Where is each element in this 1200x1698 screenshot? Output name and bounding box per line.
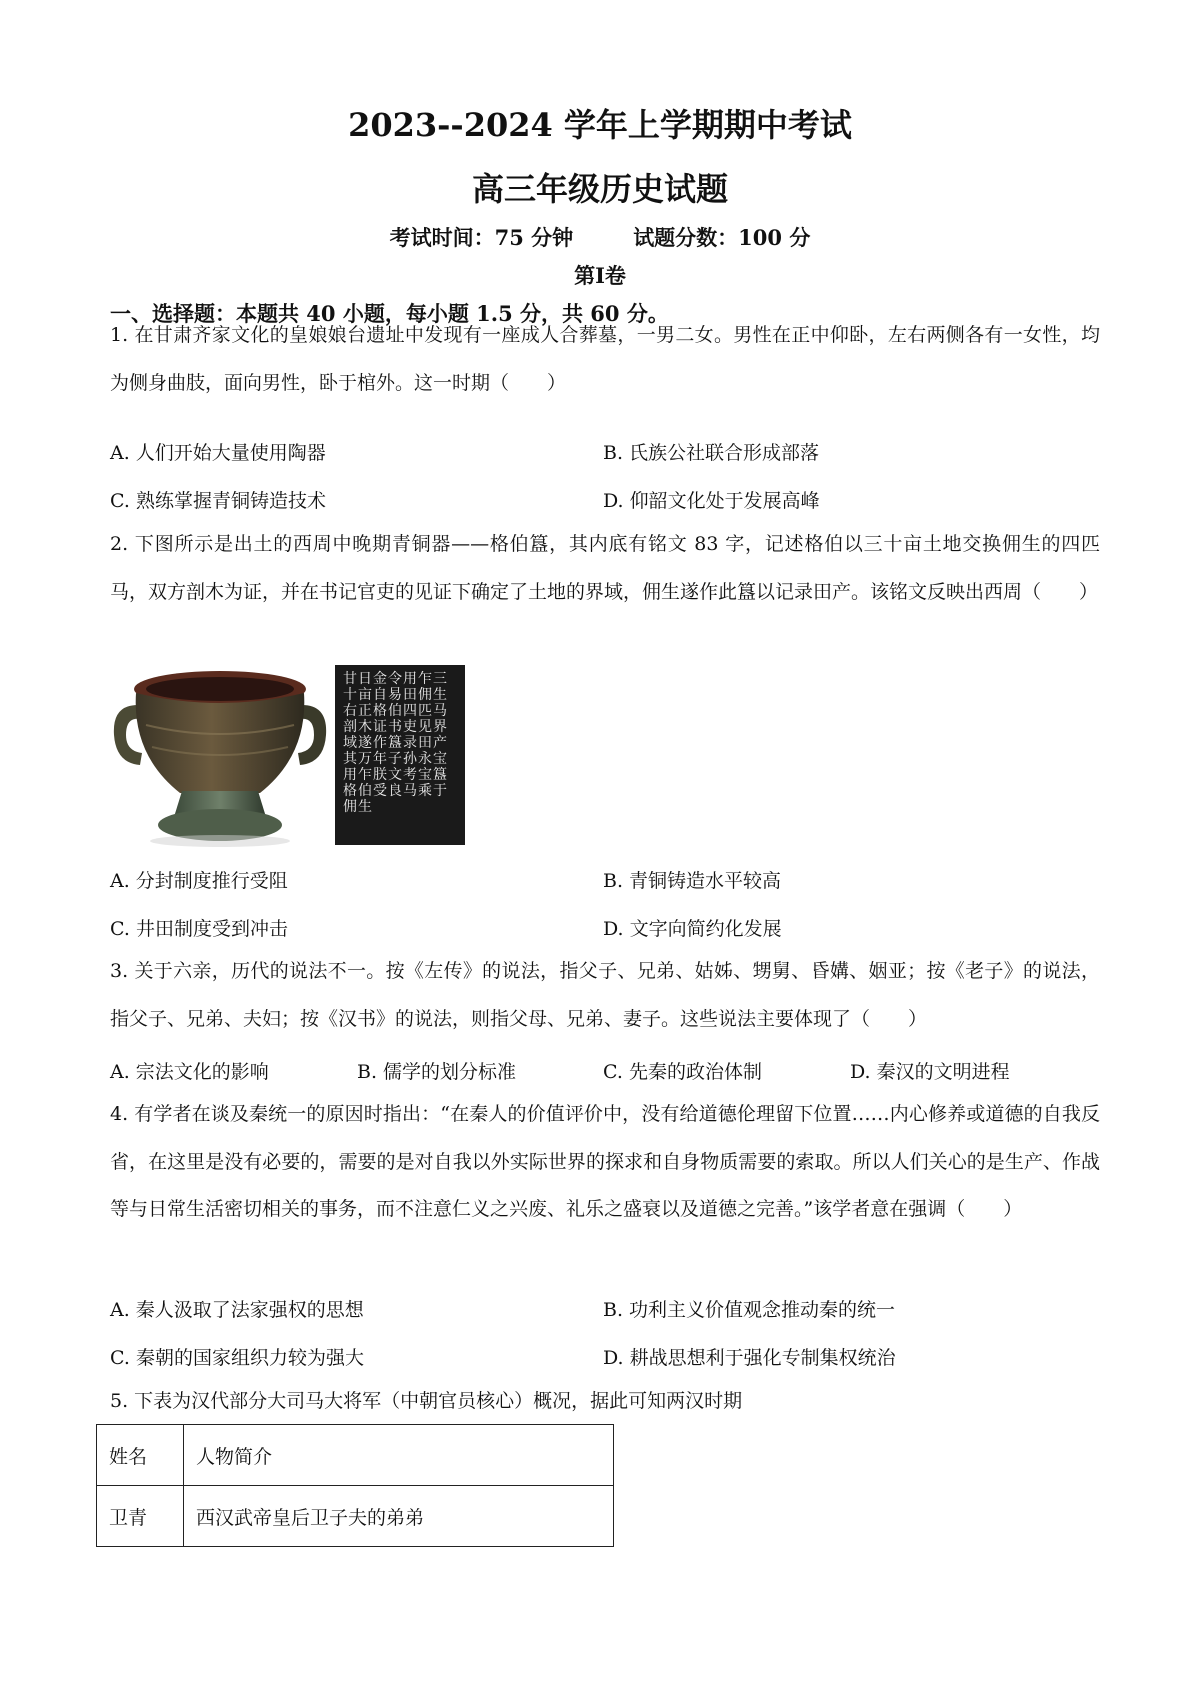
exam-meta: [0, 222, 1200, 252]
question-3-option-a: A. 宗法文化的影响: [110, 1061, 269, 1083]
question-2-option-d: D. 文字向简约化发展: [603, 918, 782, 940]
question-3-option-c: C. 先秦的政治体制: [603, 1061, 762, 1083]
question-4-option-c: C. 秦朝的国家组织力较为强大: [110, 1347, 364, 1369]
question-4-option-d: D. 耕战思想利于强化专制集权统治: [603, 1347, 896, 1369]
table-cell-name: 卫青: [97, 1486, 184, 1547]
exam-time: 考试时间：75 分钟: [389, 225, 574, 250]
question-3-stem: 3. 关于六亲，历代的说法不一。按《左传》的说法，指父子、兄弟、姑姊、甥舅、昏媾、姻亚；按《老子》的说法，指父子、兄弟、夫妇；按《汉书》的说法，则指父母、兄弟、妻子。这些说法主要体现了（ ）: [110, 960, 1100, 1030]
question-1-option-d: D. 仰韶文化处于发展高峰: [603, 490, 820, 512]
question-1-option-a: A. 人们开始大量使用陶器: [110, 442, 326, 464]
table-header-row: [97, 1425, 614, 1486]
table-header-profile: 人物简介: [184, 1425, 614, 1486]
exam-title: 2023--2024 学年上学期期中考试: [348, 106, 852, 144]
question-2-option-c: C. 井田制度受到冲击: [110, 918, 288, 940]
question-1-option-b: B. 氏族公社联合形成部落: [603, 442, 820, 464]
question-3-option-d: D. 秦汉的文明进程: [850, 1061, 1010, 1083]
table-row: [97, 1486, 614, 1547]
question-5-table: [96, 1424, 614, 1547]
question-4-stem: 4. 有学者在谈及秦统一的原因时指出：“在秦人的价值评价中，没有给道德伦理留下位置……内心修养或道德的自我反省，在这里是没有必要的，需要的是对自我以外实际世界的探求和自身物质需要的索取。所以人们关心的是生产、作战等与日常生活密切相关的事务，而不注意仁义之兴废、礼乐之盛衰以及道德之完善。”该学者意在强调（ ）: [110, 1103, 1100, 1220]
section-heading: 一、选择题：本题共 40 小题，每小题 1.5 分，共 60 分。: [110, 301, 669, 326]
question-2-stem: 2. 下图所示是出土的西周中晚期青铜器——格伯簋，其内底有铭文 83 字，记述格伯以三十亩土地交换佣生的四匹马，双方剖木为证，并在书记官吏的见证下确定了土地的界域，佣生遂作此簋以记录田产。该铭文反映出西周（ ）: [110, 533, 1100, 603]
table-header-name: 姓名: [97, 1425, 184, 1486]
volume-label: 第Ⅰ卷: [574, 263, 626, 288]
question-2-option-b: B. 青铜铸造水平较高: [603, 870, 782, 892]
question-1-option-c: C. 熟练掌握青铜铸造技术: [110, 490, 326, 512]
question-2-option-a: A. 分封制度推行受阻: [110, 870, 288, 892]
bronze-gui-vessel-icon: [110, 665, 330, 850]
exam-subtitle: 高三年级历史试题: [471, 170, 728, 208]
exam-score: 试题分数：100 分: [633, 225, 811, 250]
question-3-option-b: B. 儒学的划分标准: [357, 1061, 517, 1083]
question-1-stem: 1. 在甘肃齐家文化的皇娘娘台遗址中发现有一座成人合葬墓，一男二女。男性在正中仰卧，左右两侧各有一女性，均为侧身曲肢，面向男性，卧于棺外。这一时期（ ）: [110, 324, 1100, 394]
table-cell-profile: 西汉武帝皇后卫子夫的弟弟: [184, 1486, 614, 1547]
question-4-option-b: B. 功利主义价值观念推动秦的统一: [603, 1299, 896, 1321]
inscription-rubbing-icon: 甘日金令用乍三十亩自易田佣生右正格伯四匹马剖木证书吏见界域遂作簋录田产其万年子孙永宝用乍朕文考宝簋格伯受良马乘于佣生: [335, 665, 465, 845]
question-2-figure: [110, 665, 465, 850]
question-5-stem: 5. 下表为汉代部分大司马大将军（中朝官员核心）概况，据此可知两汉时期: [110, 1390, 743, 1412]
question-4-option-a: A. 秦人汲取了法家强权的思想: [110, 1299, 364, 1321]
